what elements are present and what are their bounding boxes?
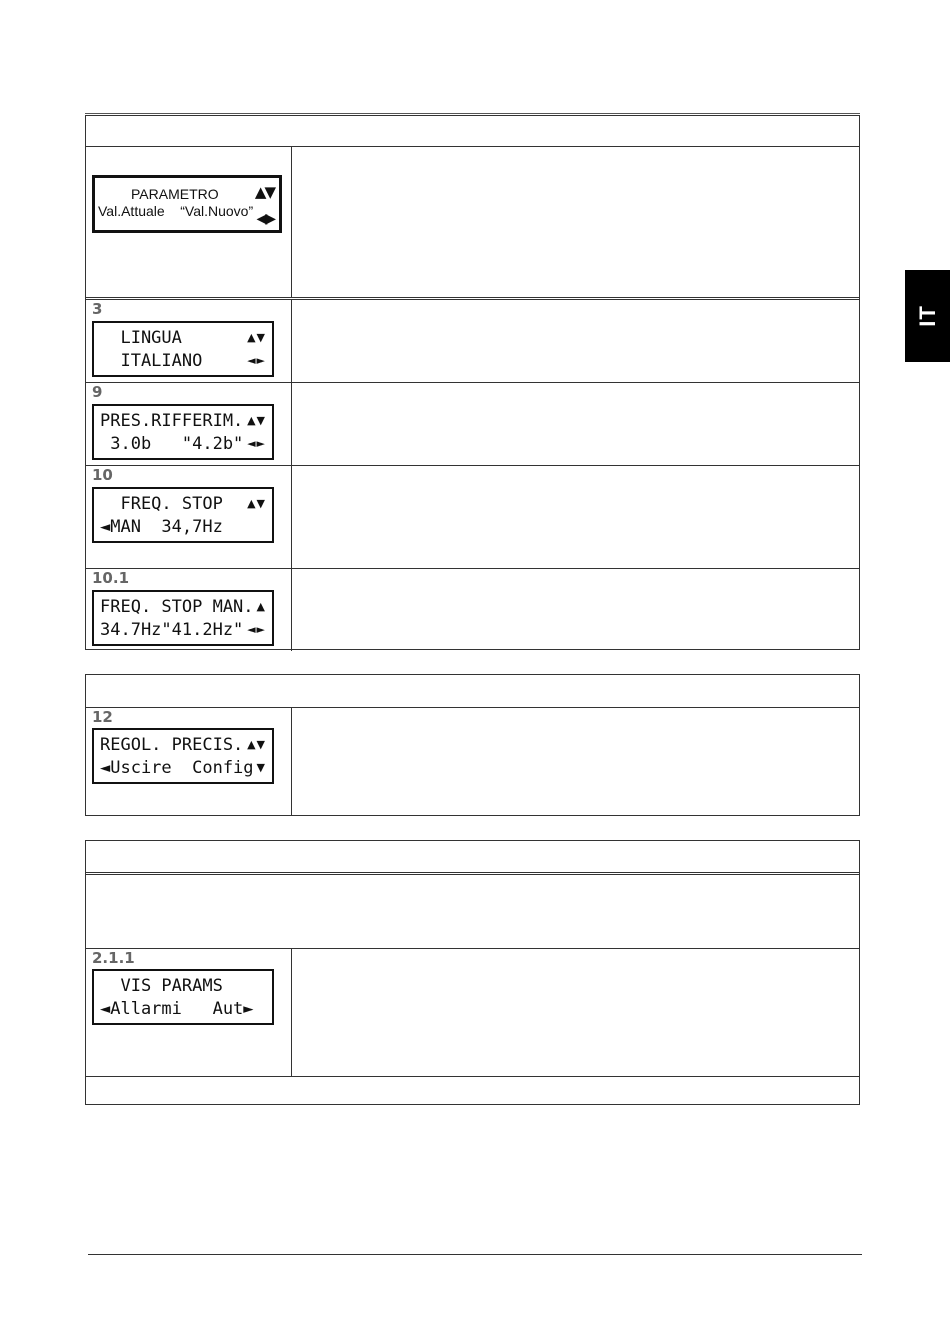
lcd-line-2: Val.Attuale “Val.Nuovo” bbox=[98, 203, 254, 219]
parameter-table-3 bbox=[85, 840, 860, 1105]
step-number: 12 bbox=[92, 708, 113, 726]
step-number: 9 bbox=[92, 383, 103, 401]
display-cell bbox=[86, 300, 292, 382]
display-cell bbox=[86, 569, 292, 651]
display-cell bbox=[86, 708, 292, 815]
lcd-line-2: ◄MAN 34,7Hz bbox=[100, 517, 223, 537]
table-row bbox=[86, 465, 859, 568]
lcd-line-1: PRES.RIFFERIM. bbox=[100, 411, 244, 431]
step-number: 10 bbox=[92, 466, 113, 484]
lcd-line-1: LINGUA bbox=[100, 328, 182, 348]
table-row bbox=[86, 297, 859, 382]
lcd-line-2: ITALIANO bbox=[100, 351, 203, 371]
lcd-line-2: 3.0b "4.2b" bbox=[100, 434, 244, 454]
step-number: 2.1.1 bbox=[92, 949, 135, 967]
up-down-arrows-icon: ▲▼ bbox=[247, 414, 266, 427]
up-down-arrows-icon: ▲▼ bbox=[247, 497, 266, 510]
left-right-arrows-icon: ◄► bbox=[247, 623, 266, 636]
display-cell bbox=[86, 949, 292, 1076]
up-down-arrows-icon: ▲▼ bbox=[254, 183, 274, 201]
generic-lcd-display bbox=[92, 175, 282, 233]
table-row-generic bbox=[86, 146, 859, 297]
description-cell bbox=[292, 147, 859, 297]
top-rule bbox=[85, 113, 860, 114]
language-tab bbox=[905, 270, 950, 362]
table-row bbox=[86, 707, 859, 815]
lcd-display bbox=[92, 487, 274, 543]
lcd-line-1: PARAMETRO bbox=[131, 186, 219, 202]
left-right-arrows-icon: ◄► bbox=[247, 354, 266, 367]
lcd-display bbox=[92, 728, 274, 784]
description-cell bbox=[292, 949, 859, 1076]
table-header-row bbox=[86, 841, 859, 872]
table-row bbox=[86, 568, 859, 651]
table-header-row bbox=[86, 675, 859, 707]
table-row bbox=[86, 948, 859, 1076]
description-cell bbox=[292, 569, 859, 651]
up-arrow-icon: ▲ bbox=[256, 600, 266, 613]
lcd-line-2: 34.7Hz"41.2Hz" bbox=[100, 620, 244, 640]
up-down-arrows-icon: ▲▼ bbox=[247, 331, 266, 344]
display-cell bbox=[86, 466, 292, 568]
table-intro-row bbox=[86, 872, 859, 948]
table-footer-row bbox=[86, 1076, 859, 1104]
description-cell bbox=[292, 300, 859, 382]
lcd-display bbox=[92, 969, 274, 1025]
table-header-row bbox=[86, 116, 859, 146]
parameter-table-1 bbox=[85, 115, 860, 650]
language-tab-label: IT bbox=[914, 305, 940, 327]
lcd-line-1: FREQ. STOP bbox=[100, 494, 223, 514]
lcd-line-2: ◄Uscire Config bbox=[100, 758, 254, 778]
step-number: 10.1 bbox=[92, 569, 130, 587]
description-cell bbox=[292, 466, 859, 568]
lcd-line-1: VIS PARAMS bbox=[100, 976, 223, 996]
footer-rule bbox=[88, 1254, 862, 1255]
table-row bbox=[86, 382, 859, 465]
display-cell bbox=[86, 147, 292, 297]
down-arrow-icon: ▼ bbox=[256, 761, 266, 774]
lcd-line-1: FREQ. STOP MAN. bbox=[100, 597, 254, 617]
lcd-line-2: ◄Allarmi Aut► bbox=[100, 999, 254, 1019]
lcd-line-1: REGOL. PRECIS. bbox=[100, 735, 244, 755]
left-right-arrows-icon: ◀▶ bbox=[256, 211, 274, 227]
description-cell bbox=[292, 708, 859, 815]
lcd-display bbox=[92, 590, 274, 646]
step-number: 3 bbox=[92, 300, 103, 318]
display-cell bbox=[86, 383, 292, 465]
description-cell bbox=[292, 383, 859, 465]
lcd-display bbox=[92, 404, 274, 460]
parameter-table-2 bbox=[85, 674, 860, 816]
left-right-arrows-icon: ◄► bbox=[247, 437, 266, 450]
lcd-display bbox=[92, 321, 274, 377]
up-down-arrows-icon: ▲▼ bbox=[247, 738, 266, 751]
